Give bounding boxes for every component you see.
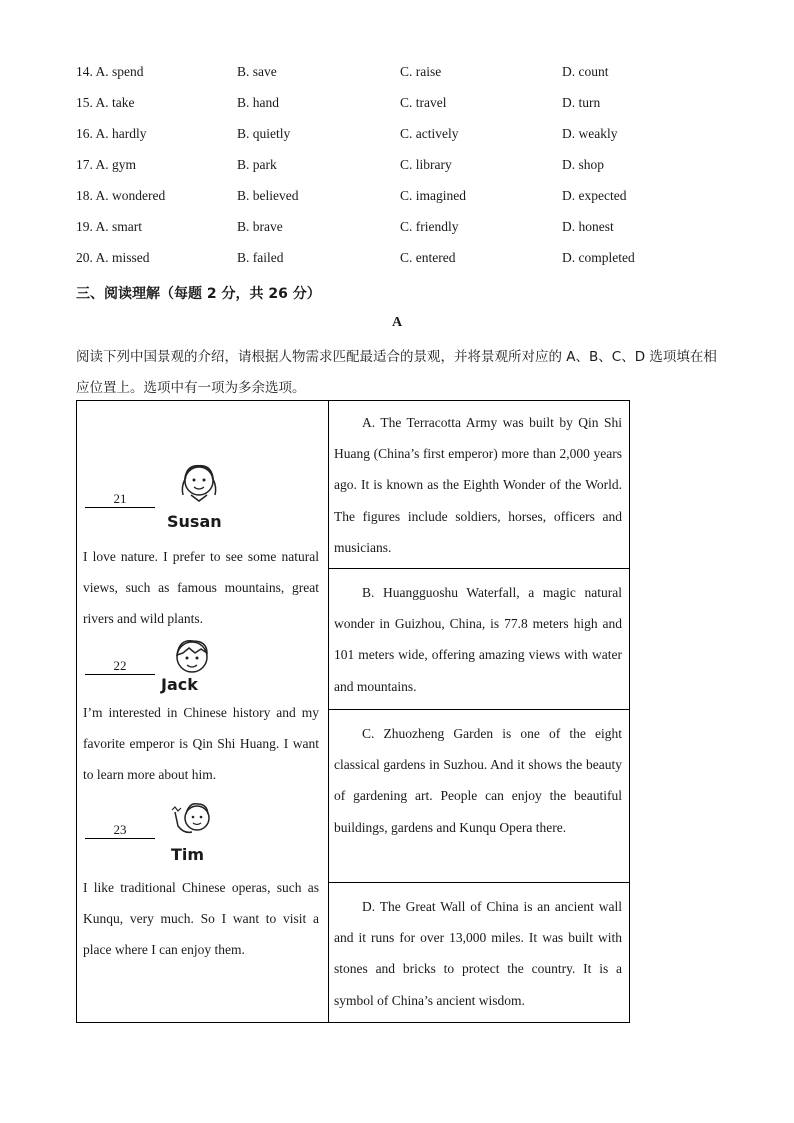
person-text: I love nature. I prefer to see some natural views, such as famous mountains, great rivers and wild plants. (83, 549, 319, 627)
option-a: 18. A. wondered (76, 188, 166, 203)
option-a: 20. A. missed (76, 250, 150, 265)
option-b: B. park (237, 157, 277, 172)
option-d: D. turn (562, 95, 601, 110)
option-row-18 (76, 184, 676, 215)
option-row-14 (76, 60, 676, 91)
column-divider (328, 401, 329, 1022)
option-a: 16. A. hardly (76, 126, 147, 141)
option-row-16 (76, 122, 676, 153)
options-list (76, 60, 676, 277)
person-text: I’m interested in Chinese history and my favorite emperor is Qin Shi Huang. I want to learn more about him. (83, 705, 319, 783)
row-divider (328, 568, 629, 569)
option-b: B. brave (237, 219, 283, 234)
part-label: A (391, 315, 403, 330)
option-a: 17. A. gym (76, 157, 137, 172)
option-d: D. weakly (562, 126, 618, 141)
answer-blank-21[interactable]: 21 (85, 491, 155, 508)
person-tim (83, 796, 321, 1016)
girl-avatar-icon (173, 461, 225, 511)
option-d: D. expected (562, 188, 627, 203)
option-row-20 (76, 246, 676, 277)
option-row-15 (76, 91, 676, 122)
option-d: D. completed (562, 250, 635, 265)
answer-blank-23[interactable]: 23 (85, 822, 155, 839)
matching-table (76, 400, 630, 1023)
section-title: 三、阅读理解（每题 2 分，共 26 分） (76, 286, 321, 302)
row-divider (328, 882, 629, 883)
option-row-17 (76, 153, 676, 184)
place-option-c: C. Zhuozheng Garden is one of the eight classical gardens in Suzhou. And it shows the beauty of gardening art. People can enjoy the beautiful buildings, gardens and Kunqu Opera there. (334, 726, 622, 835)
option-d: D. shop (562, 157, 605, 172)
option-d: D. honest (562, 219, 614, 234)
person-name: Jack (161, 675, 198, 694)
option-d: D. count (562, 64, 609, 79)
option-c: C. library (400, 157, 452, 172)
boy-avatar-icon (167, 635, 217, 677)
option-a: 15. A. take (76, 95, 135, 110)
place-option-b: B. Huangguoshu Waterfall, a magic natural wonder in Guizhou, China, is 77.8 meters high and 101 meters wide, offering amazing views with water and mountains. (334, 585, 622, 694)
person-name: Susan (167, 512, 222, 531)
option-b: B. save (237, 64, 277, 79)
option-c: C. imagined (400, 188, 466, 203)
person-susan (83, 401, 321, 631)
option-c: C. friendly (400, 219, 459, 234)
place-option-d: D. The Great Wall of China is an ancient wall and it runs for over 13,000 miles. It was built with stones and bricks to protect the country. It is a symbol of China’s ancient wisdom. (334, 899, 622, 1008)
option-b: B. hand (237, 95, 279, 110)
option-b: B. failed (237, 250, 284, 265)
option-c: C. raise (400, 64, 442, 79)
answer-blank-22[interactable]: 22 (85, 658, 155, 675)
option-b: B. quietly (237, 126, 291, 141)
person-text: I like traditional Chinese operas, such as Kunqu, very much. So I want to visit a place where I can enjoy them. (83, 880, 319, 958)
row-divider (328, 709, 629, 710)
option-a: 19. A. smart (76, 219, 142, 234)
option-a: 14. A. spend (76, 64, 144, 79)
person-jack (83, 631, 321, 801)
man-waving-avatar-icon (169, 798, 219, 846)
place-option-a: A. The Terracotta Army was built by Qin Shi Huang (China’s first emperor) more than 2,000 years ago. It is known as the Eighth Wonder of the World. The figures include soldiers, horses, officers and musicians. (334, 415, 622, 555)
person-name: Tim (171, 845, 205, 864)
option-b: B. believed (237, 188, 299, 203)
option-c: C. entered (400, 250, 456, 265)
option-c: C. actively (400, 126, 459, 141)
option-c: C. travel (400, 95, 447, 110)
option-row-19 (76, 215, 676, 246)
instructions: 阅读下列中国景观的介绍，请根据人物需求匹配最适合的景观，并将景观所对应的 A、B、C、D 选项填在相应位置上。选项中有一项为多余选项。 (76, 349, 717, 396)
